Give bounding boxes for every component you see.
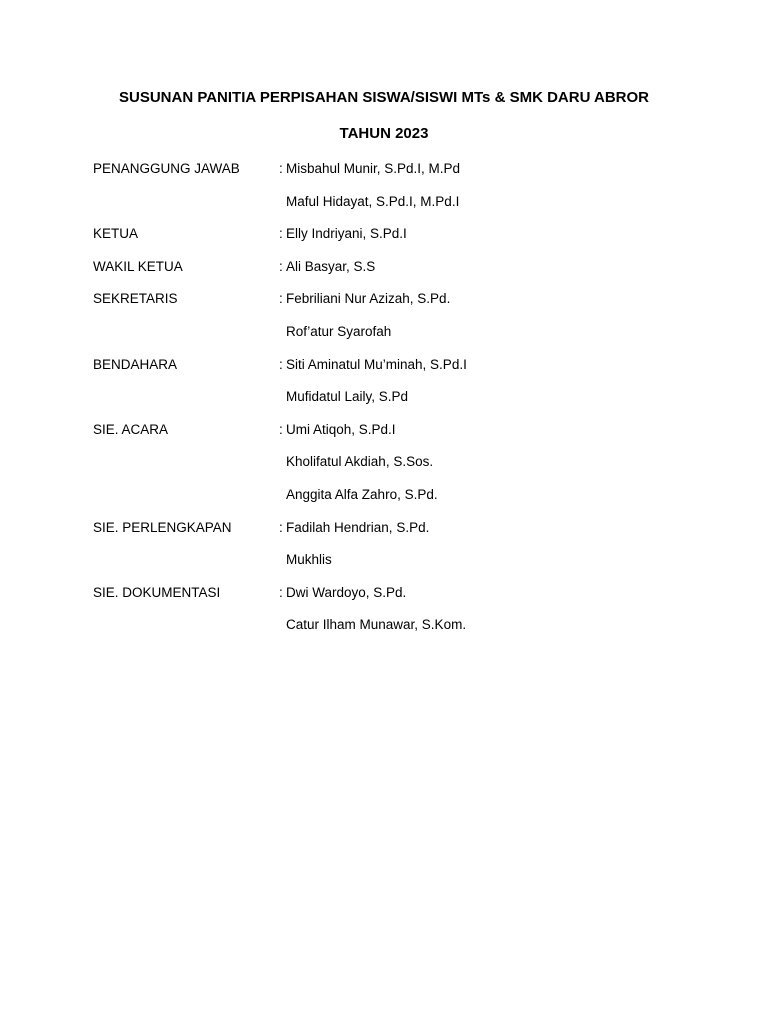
committee-role: SEKRETARIS xyxy=(93,291,178,307)
role-separator: : xyxy=(279,258,283,274)
roster-row xyxy=(93,453,693,486)
role-separator: : xyxy=(279,421,283,437)
role-separator: : xyxy=(279,226,283,242)
committee-role: SIE. ACARA xyxy=(93,421,169,437)
roster-row xyxy=(93,193,693,226)
roster-row xyxy=(93,616,693,649)
committee-role: PENANGGUNG JAWAB xyxy=(93,161,240,176)
member-name: Mufidatul Laily, S.Pd xyxy=(286,389,409,405)
roster-row xyxy=(93,486,693,519)
member-name: Mukhlis xyxy=(286,552,332,568)
member-name: Elly Indriyani, S.Pd.I xyxy=(286,226,407,242)
role-separator: : xyxy=(279,356,283,372)
document-title: SUSUNAN PANITIA PERPISAHAN SISWA/SISWI MTs & SMK DARU ABROR xyxy=(118,89,650,106)
member-name: Rof’atur Syarofah xyxy=(286,323,392,339)
role-separator: : xyxy=(279,584,283,600)
committee-role: BENDAHARA xyxy=(93,356,178,372)
member-name: Kholifatul Akdiah, S.Sos. xyxy=(286,454,434,470)
roster-row xyxy=(93,551,693,584)
member-name: Maful Hidayat, S.Pd.I, M.Pd.I xyxy=(286,193,460,209)
roster-row xyxy=(93,160,693,193)
member-name: Catur Ilham Munawar, S.Kom. xyxy=(286,617,467,633)
roster-row xyxy=(93,290,693,323)
committee-role: SIE. DOKUMENTASI xyxy=(93,584,221,600)
role-separator: : xyxy=(279,291,283,307)
member-name: Siti Aminatul Mu’minah, S.Pd.I xyxy=(286,356,467,372)
roster-row xyxy=(93,388,693,421)
member-name: Umi Atiqoh, S.Pd.I xyxy=(286,421,396,437)
member-name: Dwi Wardoyo, S.Pd. xyxy=(286,584,407,600)
roster-row xyxy=(93,356,693,389)
member-name: Misbahul Munir, S.Pd.I, M.Pd xyxy=(286,161,461,176)
roster-row xyxy=(93,258,693,291)
roster-row xyxy=(93,584,693,617)
committee-roster xyxy=(93,160,693,649)
roster-row xyxy=(93,225,693,258)
committee-role: WAKIL KETUA xyxy=(93,258,183,274)
roster-row xyxy=(93,421,693,454)
role-separator: : xyxy=(279,519,283,535)
roster-row xyxy=(93,519,693,552)
roster-row xyxy=(93,323,693,356)
member-name: Fadilah Hendrian, S.Pd. xyxy=(286,519,430,535)
committee-role: SIE. PERLENGKAPAN xyxy=(93,519,232,535)
member-name: Ali Basyar, S.S xyxy=(286,258,376,274)
document-subtitle-year: TAHUN 2023 xyxy=(339,125,429,142)
role-separator: : xyxy=(279,161,283,176)
member-name: Anggita Alfa Zahro, S.Pd. xyxy=(286,486,438,502)
member-name: Febriliani Nur Azizah, S.Pd. xyxy=(286,291,451,307)
committee-role: KETUA xyxy=(93,226,139,242)
